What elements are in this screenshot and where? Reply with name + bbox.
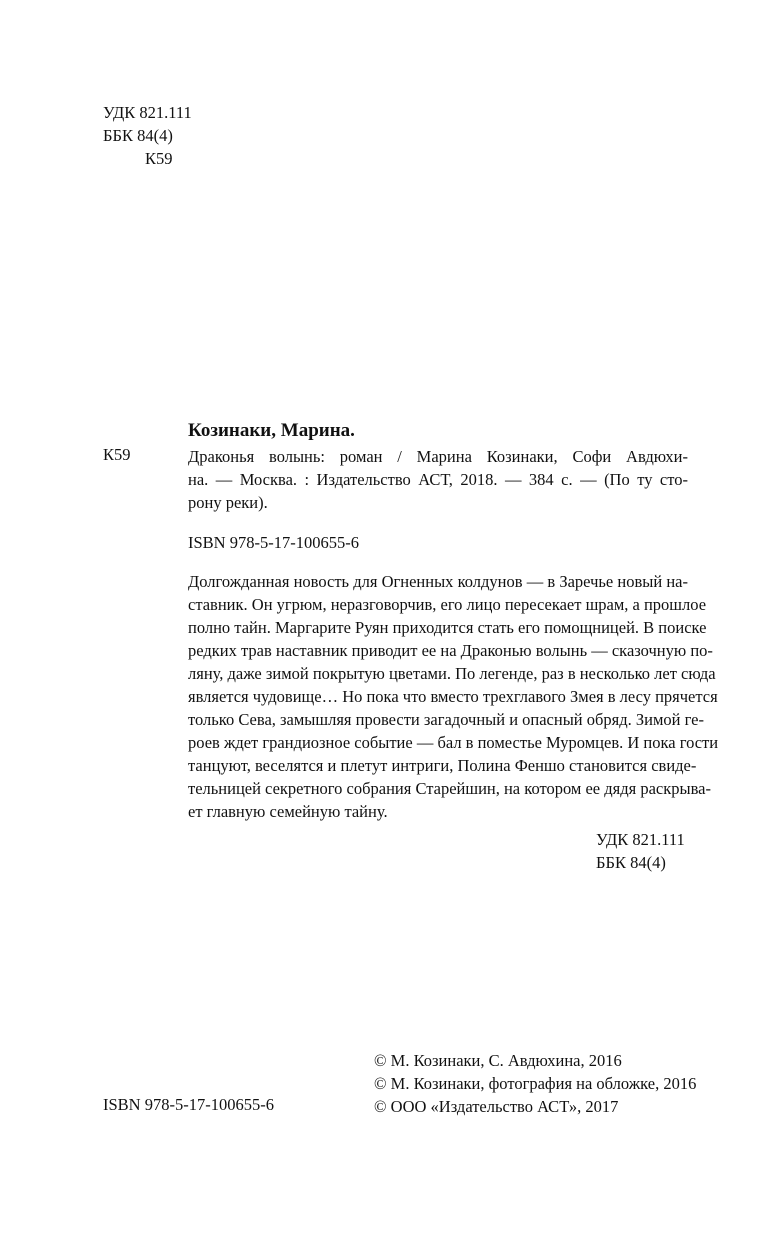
classification-codes-bottom <box>596 828 685 874</box>
annotation-line: роев ждет грандиозное событие — бал в поместье Муромцев. И пока гости <box>188 733 719 752</box>
annotation-line: танцуют, веселятся и плетут интриги, Полина Феншо становится свиде- <box>188 756 697 775</box>
isbn-main: ISBN 978-5-17-100655-6 <box>188 533 359 552</box>
bbk-code: ББК 84(4) <box>103 126 173 145</box>
author-sign-left: К59 <box>103 445 131 464</box>
annotation-line: ет главную семейную тайну. <box>188 802 388 821</box>
annotation-line: ляну, даже зимой покрытую цветами. По легенде, раз в несколько лет сюда <box>188 664 716 683</box>
annotation-line: ставник. Он угрюм, неразговорчив, его лицо пересекает шрам, а прошлое <box>188 595 707 614</box>
annotation-line: является чудовище… Но пока что вместо трехглавого Змея в лесу прячется <box>188 687 718 706</box>
classification-codes-top <box>103 101 192 170</box>
biblio-line: на. — Москва. : Издательство АСТ, 2018. — 384 с. — (По ту сто- <box>188 470 688 489</box>
bbk-code: ББК 84(4) <box>596 853 666 872</box>
annotation-line: полно тайн. Маргарите Руян приходится стать его помощницей. В поиске <box>188 618 707 637</box>
copyright-line: © М. Козинаки, С. Авдюхина, 2016 <box>374 1051 622 1070</box>
annotation-line: редких трав наставник приводит ее на Драконью волынь — сказочную по- <box>188 641 713 660</box>
udk-code: УДК 821.111 <box>103 103 192 122</box>
bibliographic-record <box>188 419 688 514</box>
udk-code: УДК 821.111 <box>596 830 685 849</box>
copyright-block <box>374 1049 696 1118</box>
copyright-line: © ООО «Издательство АСТ», 2017 <box>374 1097 619 1116</box>
annotation <box>188 570 719 823</box>
annotation-line: Долгожданная новость для Огненных колдунов — в Заречье новый на- <box>188 572 688 591</box>
annotation-line: только Сева, замышляя провести загадочный и опасный обряд. Зимой ге- <box>188 710 704 729</box>
isbn-bottom: ISBN 978-5-17-100655-6 <box>103 1095 274 1114</box>
biblio-line: Драконья волынь: роман / Марина Козинаки, Софи Авдюхи- <box>188 447 688 466</box>
biblio-line: рону реки). <box>188 493 268 512</box>
author-sign-code: К59 <box>145 149 173 168</box>
author-heading: Козинаки, Марина. <box>188 420 355 441</box>
copyright-line: © М. Козинаки, фотография на обложке, 2016 <box>374 1074 697 1093</box>
annotation-line: тельницей секретного собрания Старейшин, на котором ее дядя раскрыва- <box>188 779 711 798</box>
